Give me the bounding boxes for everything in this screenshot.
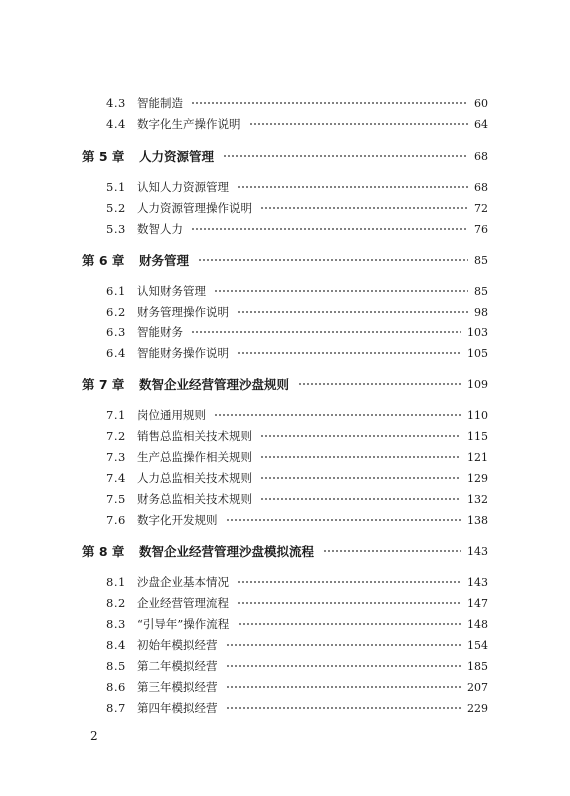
toc-entry-title: 数智企业经营管理沙盘模拟流程 xyxy=(139,544,315,559)
toc-entry-number: 7.4 xyxy=(106,471,126,485)
toc-leader-dots xyxy=(214,290,468,292)
toc-entry-page: 64 xyxy=(474,117,488,131)
toc-chapter-entry[interactable] xyxy=(0,146,570,166)
toc-entry-title: 第三年模拟经营 xyxy=(137,680,218,694)
toc-leader-dots xyxy=(191,228,468,230)
toc-section-entry[interactable] xyxy=(0,489,570,509)
toc-leader-dots xyxy=(237,602,461,604)
toc-section-entry[interactable] xyxy=(0,198,570,218)
toc-entry-number: 6.2 xyxy=(106,305,126,319)
toc-leader-dots xyxy=(298,383,461,385)
toc-section-entry[interactable] xyxy=(0,468,570,488)
toc-chapter-entry[interactable] xyxy=(0,374,570,394)
toc-entry-title: 岗位通用规则 xyxy=(137,408,206,422)
toc-section-entry[interactable] xyxy=(0,572,570,592)
page-number: 2 xyxy=(90,729,98,743)
toc-section-entry[interactable] xyxy=(0,93,570,113)
toc-entry-number: 7.1 xyxy=(106,408,126,422)
toc-section-entry[interactable] xyxy=(0,114,570,134)
toc-entry-page: 132 xyxy=(467,492,488,506)
toc-entry-title: “引导年”操作流程 xyxy=(137,617,230,631)
toc-section-entry[interactable] xyxy=(0,677,570,697)
toc-entry-page: 138 xyxy=(467,513,488,527)
toc-leader-dots xyxy=(249,123,468,125)
toc-entry-number: 6.4 xyxy=(106,346,126,360)
toc-entry-number: 6.3 xyxy=(106,325,126,339)
toc-entry-title: 第四年模拟经营 xyxy=(137,701,218,715)
toc-entry-page: 68 xyxy=(474,180,488,194)
toc-entry-title: 智能制造 xyxy=(137,96,183,110)
toc-entry-page: 72 xyxy=(474,201,488,215)
toc-leader-dots xyxy=(260,477,461,479)
toc-section-entry[interactable] xyxy=(0,510,570,530)
toc-leader-dots xyxy=(226,644,461,646)
toc-entry-title: 数智人力 xyxy=(137,222,183,236)
toc-leader-dots xyxy=(237,352,461,354)
toc-section-entry[interactable] xyxy=(0,656,570,676)
toc-entry-title: 人力资源管理操作说明 xyxy=(137,201,252,215)
toc-entry-title: 沙盘企业基本情况 xyxy=(137,575,229,589)
toc-entry-number: 5.2 xyxy=(106,201,126,215)
toc-leader-dots xyxy=(223,155,468,157)
toc-entry-number: 4.4 xyxy=(106,117,126,131)
toc-entry-title: 财务管理操作说明 xyxy=(137,305,229,319)
toc-entry-page: 110 xyxy=(467,408,488,422)
toc-entry-number: 7.5 xyxy=(106,492,126,506)
toc-section-entry[interactable] xyxy=(0,322,570,342)
toc-leader-dots xyxy=(191,102,468,104)
toc-entry-page: 68 xyxy=(474,149,488,163)
toc-section-entry[interactable] xyxy=(0,302,570,322)
toc-entry-title: 人力总监相关技术规则 xyxy=(137,471,252,485)
toc-entry-number: 4.3 xyxy=(106,96,126,110)
toc-leader-dots xyxy=(260,435,461,437)
toc-entry-page: 154 xyxy=(467,638,488,652)
toc-entry-title: 企业经营管理流程 xyxy=(137,596,229,610)
toc-leader-dots xyxy=(214,414,461,416)
toc-entry-number: 8.7 xyxy=(106,701,126,715)
toc-entry-title: 认知人力资源管理 xyxy=(137,180,229,194)
toc-section-entry[interactable] xyxy=(0,219,570,239)
toc-section-entry[interactable] xyxy=(0,635,570,655)
toc-entry-page: 185 xyxy=(467,659,488,673)
toc-section-entry[interactable] xyxy=(0,614,570,634)
toc-entry-page: 85 xyxy=(474,284,488,298)
toc-entry-number: 8.2 xyxy=(106,596,126,610)
toc-entry-title: 第二年模拟经营 xyxy=(137,659,218,673)
toc-entry-number: 6.1 xyxy=(106,284,126,298)
toc-entry-title: 财务管理 xyxy=(139,253,190,268)
toc-section-entry[interactable] xyxy=(0,426,570,446)
toc-leader-dots xyxy=(226,665,461,667)
toc-chapter-entry[interactable] xyxy=(0,541,570,561)
toc-leader-dots xyxy=(260,456,461,458)
toc-leader-dots xyxy=(260,498,461,500)
toc-entry-title: 智能财务 xyxy=(137,325,183,339)
toc-leader-dots xyxy=(226,519,461,521)
toc-section-entry[interactable] xyxy=(0,405,570,425)
toc-entry-title: 智能财务操作说明 xyxy=(137,346,229,360)
toc-entry-number: 第 8 章 xyxy=(82,544,125,559)
toc-entry-page: 148 xyxy=(467,617,488,631)
toc-entry-title: 数字化生产操作说明 xyxy=(137,117,241,131)
toc-entry-page: 109 xyxy=(467,377,488,391)
toc-entry-page: 105 xyxy=(467,346,488,360)
toc-entry-number: 8.4 xyxy=(106,638,126,652)
toc-leader-dots xyxy=(237,186,468,188)
toc-entry-number: 5.3 xyxy=(106,222,126,236)
toc-entry-page: 98 xyxy=(474,305,488,319)
toc-section-entry[interactable] xyxy=(0,343,570,363)
toc-entry-title: 数字化开发规则 xyxy=(137,513,218,527)
toc-entry-page: 60 xyxy=(474,96,488,110)
toc-leader-dots xyxy=(237,311,468,313)
toc-entry-title: 销售总监相关技术规则 xyxy=(137,429,252,443)
toc-entry-page: 229 xyxy=(467,701,488,715)
toc-entry-number: 8.1 xyxy=(106,575,126,589)
toc-leader-dots xyxy=(237,581,461,583)
toc-entry-number: 5.1 xyxy=(106,180,126,194)
toc-chapter-entry[interactable] xyxy=(0,250,570,270)
toc-leader-dots xyxy=(323,550,461,552)
toc-entry-title: 生产总监操作相关规则 xyxy=(137,450,252,464)
toc-leader-dots xyxy=(226,707,461,709)
toc-entry-page: 207 xyxy=(467,680,488,694)
toc-entry-number: 8.6 xyxy=(106,680,126,694)
toc-section-entry[interactable] xyxy=(0,593,570,613)
toc-leader-dots xyxy=(191,331,461,333)
toc-entry-title: 数智企业经营管理沙盘规则 xyxy=(139,377,290,392)
toc-entry-number: 8.5 xyxy=(106,659,126,673)
toc-entry-page: 103 xyxy=(467,325,488,339)
toc-entry-page: 115 xyxy=(467,429,488,443)
toc-leader-dots xyxy=(238,623,461,625)
toc-entry-page: 147 xyxy=(467,596,488,610)
toc-entry-title: 初始年模拟经营 xyxy=(137,638,218,652)
toc-section-entry[interactable] xyxy=(0,447,570,467)
toc-section-entry[interactable] xyxy=(0,698,570,718)
toc-section-entry[interactable] xyxy=(0,177,570,197)
toc-entry-number: 第 5 章 xyxy=(82,149,125,164)
toc-entry-title: 人力资源管理 xyxy=(139,149,215,164)
toc-leader-dots xyxy=(260,207,468,209)
toc-entry-title: 财务总监相关技术规则 xyxy=(137,492,252,506)
toc-entry-page: 143 xyxy=(467,575,488,589)
toc-entry-number: 第 6 章 xyxy=(82,253,125,268)
toc-entry-number: 7.2 xyxy=(106,429,126,443)
toc-entry-title: 认知财务管理 xyxy=(137,284,206,298)
toc-entry-page: 129 xyxy=(467,471,488,485)
toc-entry-page: 121 xyxy=(467,450,488,464)
toc-entry-page: 85 xyxy=(474,253,488,267)
toc-section-entry[interactable] xyxy=(0,281,570,301)
toc-entry-number: 7.6 xyxy=(106,513,126,527)
toc-leader-dots xyxy=(226,686,461,688)
toc-leader-dots xyxy=(198,259,468,261)
toc-entry-number: 7.3 xyxy=(106,450,126,464)
toc-entry-page: 143 xyxy=(467,544,488,558)
toc-entry-number: 8.3 xyxy=(106,617,126,631)
toc-entry-page: 76 xyxy=(474,222,488,236)
toc-entry-number: 第 7 章 xyxy=(82,377,125,392)
